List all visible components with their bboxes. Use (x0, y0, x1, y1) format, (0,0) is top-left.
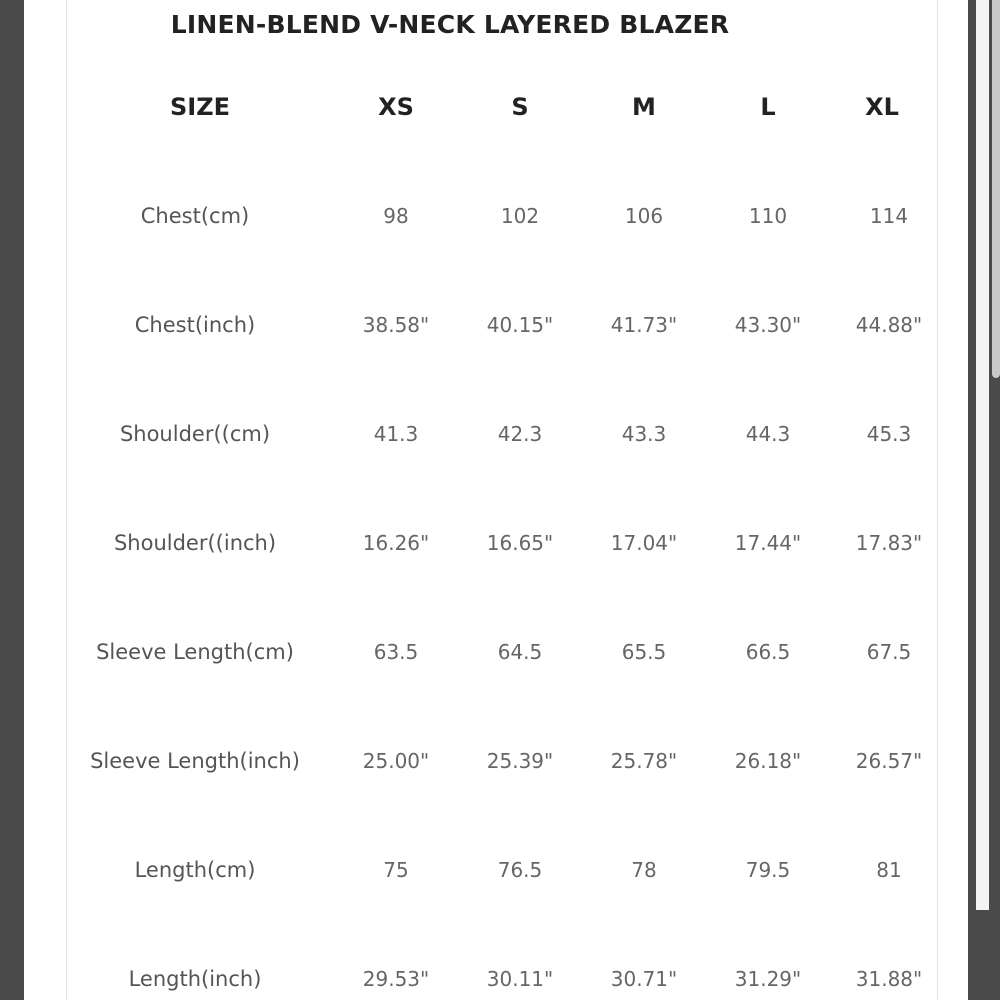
table-cell: 78 (631, 858, 657, 882)
table-cell: 30.71" (610, 967, 678, 991)
table-cell: 67.5 (866, 640, 912, 664)
size-chart-card (66, 0, 938, 1000)
table-cell: 31.29" (734, 967, 802, 991)
table-cell: 43.3 (621, 422, 667, 446)
table-cell: 31.88" (855, 967, 923, 991)
table-cell: 43.30" (734, 313, 802, 337)
table-cell: 75 (383, 858, 409, 882)
table-cell: 16.65" (486, 531, 554, 555)
table-cell: 25.39" (486, 749, 554, 773)
scrollbar-track[interactable] (976, 0, 989, 910)
table-cell: 64.5 (497, 640, 543, 664)
size-header-m: M (632, 93, 656, 121)
table-cell: 38.58" (362, 313, 430, 337)
size-header-xl: XL (865, 93, 899, 121)
table-cell: 81 (876, 858, 902, 882)
table-cell: 110 (748, 204, 788, 228)
table-cell: 98 (383, 204, 409, 228)
table-cell: 25.78" (610, 749, 678, 773)
table-cell: 76.5 (497, 858, 543, 882)
table-cell: 29.53" (362, 967, 430, 991)
table-cell: 63.5 (373, 640, 419, 664)
table-cell: 16.26" (362, 531, 430, 555)
row-label-shoulder-inch: Shoulder((inch) (113, 531, 277, 555)
table-cell: 102 (500, 204, 540, 228)
row-label-sleeve-length-inch: Sleeve Length(inch) (90, 749, 300, 773)
table-cell: 44.88" (855, 313, 923, 337)
size-header-xs: XS (378, 93, 414, 121)
table-cell: 30.11" (486, 967, 554, 991)
table-cell: 45.3 (866, 422, 912, 446)
table-cell: 42.3 (497, 422, 543, 446)
table-cell: 114 (869, 204, 909, 228)
row-label-chest-cm: Chest(cm) (140, 204, 250, 228)
row-label-length-cm: Length(cm) (134, 858, 256, 882)
scrollbar-thumb[interactable] (992, 0, 1000, 378)
table-cell: 79.5 (745, 858, 791, 882)
table-cell: 26.18" (734, 749, 802, 773)
table-cell: 41.3 (373, 422, 419, 446)
table-cell: 17.44" (734, 531, 802, 555)
table-cell: 25.00" (362, 749, 430, 773)
table-cell: 41.73" (610, 313, 678, 337)
size-column-header: SIZE (169, 93, 231, 121)
table-cell: 40.15" (486, 313, 554, 337)
left-edge-bar (0, 0, 24, 1000)
row-label-chest-inch: Chest(inch) (134, 313, 256, 337)
table-cell: 17.83" (855, 531, 923, 555)
table-cell: 66.5 (745, 640, 791, 664)
product-title: LINEN-BLEND V-NECK LAYERED BLAZER (170, 10, 730, 39)
table-cell: 44.3 (745, 422, 791, 446)
size-header-l: L (760, 93, 776, 121)
table-cell: 106 (624, 204, 664, 228)
size-header-s: S (511, 93, 529, 121)
row-label-sleeve-length-cm: Sleeve Length(cm) (96, 640, 294, 664)
table-cell: 26.57" (855, 749, 923, 773)
row-label-shoulder-cm: Shoulder((cm) (119, 422, 271, 446)
table-cell: 65.5 (621, 640, 667, 664)
table-cell: 17.04" (610, 531, 678, 555)
row-label-length-inch: Length(inch) (128, 967, 262, 991)
